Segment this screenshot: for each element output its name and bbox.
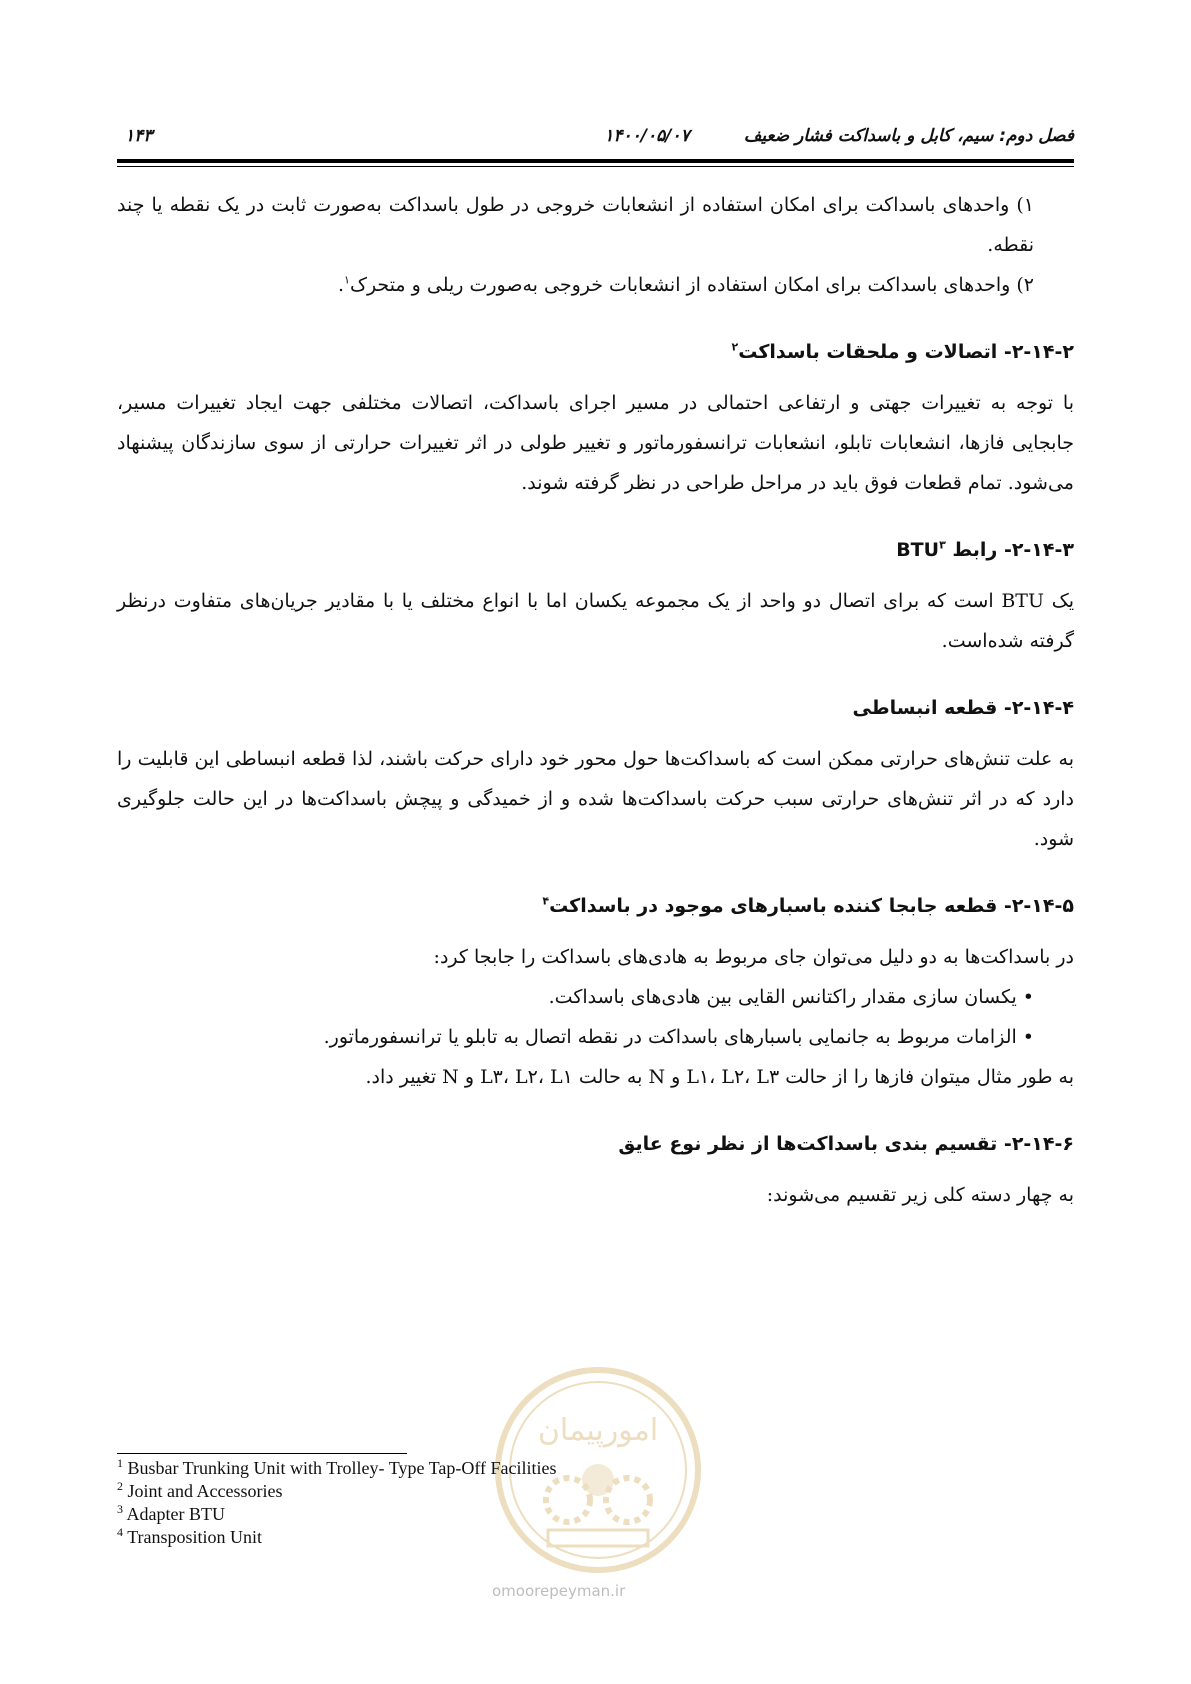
watermark-logo-text: امورپیمان bbox=[537, 1413, 659, 1448]
section-heading-2-text: ۲-۱۴-۲- اتصالات و ملحقات باسداکت bbox=[738, 341, 1074, 363]
footnote-separator bbox=[117, 1453, 407, 1454]
footnote-2 bbox=[117, 1480, 557, 1503]
page-content bbox=[117, 185, 1074, 1215]
footnote-2-text: Joint and Accessories bbox=[127, 1481, 283, 1501]
section-body-6: به چهار دسته کلی زیر تقسیم می‌شوند: bbox=[766, 1184, 1074, 1206]
page-number: ۱۴۳ bbox=[125, 126, 153, 146]
section-example-5: به طور مثال میتوان فازها را از حالت L۱، L۲، L۳ و N به حالت L۳، L۲، L۱ و N تغییر داد. bbox=[365, 1066, 1074, 1088]
footnote-2-num: 2 bbox=[117, 1479, 123, 1493]
chapter-title: فصل دوم: سیم، کابل و باسداکت فشار ضعیف bbox=[743, 126, 1074, 146]
section-heading-4: ۲-۱۴-۴- قطعه انبساطی bbox=[852, 697, 1074, 719]
footnote-3-text: Adapter BTU bbox=[126, 1504, 225, 1524]
section-heading-5 bbox=[117, 889, 1074, 923]
bullet-item-1: • یکسان سازی مقدار راکتانس القایی بین هادی‌های باسداکت. bbox=[117, 977, 1074, 1017]
footnote-ref-1: ۱ bbox=[344, 273, 350, 287]
section-body-2: با توجه به تغییرات جهتی و ارتفاعی احتمالی در مسیر اجرای باسداکت، اتصالات مختلفی جهت ایجاد تغییرات مسیر، جابجایی فازها، انشعابات تابلو، انشعابات ترانسفورماتور و تغییر طولی در اثر تغییرات حرارتی از سوی سازندگان پیشنهاد می‌شود. تمام قطعات فوق باید در مراحل طراحی در نظر گرفته شوند. bbox=[117, 392, 1074, 494]
section-body-4: به علت تنش‌های حرارتی ممکن است که باسداکت‌ها حول محور خود دارای حرکت باشند، لذا قطعه انبساطی این قابلیت را دارد که در اثر تنش‌های حرارتی سبب حرکت باسداکت‌ها شده و از خمیدگی و پیچش باسداکت‌ها در این حالت جلوگیری شود. bbox=[117, 748, 1074, 850]
footnote-4 bbox=[117, 1526, 557, 1549]
footnote-1-num: 1 bbox=[117, 1456, 123, 1470]
section-heading-3-text: ۲-۱۴-۳- رابط BTU bbox=[896, 539, 1074, 561]
intro-item-2 bbox=[117, 265, 1074, 305]
footnote-3-num: 3 bbox=[117, 1502, 123, 1516]
footnote-4-text: Transposition Unit bbox=[127, 1527, 263, 1547]
header-rule-thin bbox=[117, 166, 1074, 167]
header-date: ۱۴۰۰/۰۵/۰۷ bbox=[604, 126, 690, 146]
page-header bbox=[117, 118, 1074, 158]
section-heading-6: ۲-۱۴-۶- تقسیم بندی باسداکت‌ها از نظر نوع عایق bbox=[618, 1133, 1074, 1155]
intro-item-1: ۱) واحدهای باسداکت برای امکان استفاده از انشعابات خروجی در طول باسداکت به‌صورت ثابت در یک نقطه یا چند نقطه. bbox=[117, 194, 1034, 256]
footnote-ref-4: ۴ bbox=[542, 894, 550, 908]
footnote-4-num: 4 bbox=[117, 1525, 123, 1539]
section-heading-5-text: ۲-۱۴-۵- قطعه جابجا کننده باسبارهای موجود در باسداکت bbox=[549, 895, 1074, 917]
footnote-ref-2: ۲ bbox=[731, 340, 739, 354]
footnote-ref-3: ۳ bbox=[939, 538, 946, 552]
bullet-item-2: • الزامات مربوط به جانمایی باسبارهای باسداکت در نقطه اتصال به تابلو یا ترانسفورماتور. bbox=[117, 1017, 1074, 1057]
footnote-1 bbox=[117, 1457, 557, 1480]
section-intro-5: در باسداکت‌ها به دو دلیل می‌توان جای مربوط به هادی‌های باسداکت را جابجا کرد: bbox=[433, 946, 1074, 968]
intro-item-2-text: ۲) واحدهای باسداکت برای امکان استفاده از انشعابات خروجی به‌صورت ریلی و متحرک bbox=[349, 274, 1034, 296]
footnote-1-text: Busbar Trunking Unit with Trolley- Type Tap-Off Facilities bbox=[127, 1458, 557, 1478]
section-body-3: یک BTU است که برای اتصال دو واحد از یک مجموعه یکسان اما با انواع مختلف یا با مقادیر جریان‌های متفاوت درنظر گرفته شده‌است. bbox=[117, 590, 1074, 652]
footnotes bbox=[117, 1457, 557, 1549]
section-heading-2 bbox=[117, 335, 1074, 369]
section-heading-3 bbox=[117, 533, 1074, 567]
watermark-url: omoorepeyman.ir bbox=[492, 1582, 626, 1600]
footnote-3 bbox=[117, 1503, 557, 1526]
header-rule-thick bbox=[117, 159, 1074, 163]
intro-item-2-end: . bbox=[337, 274, 345, 296]
